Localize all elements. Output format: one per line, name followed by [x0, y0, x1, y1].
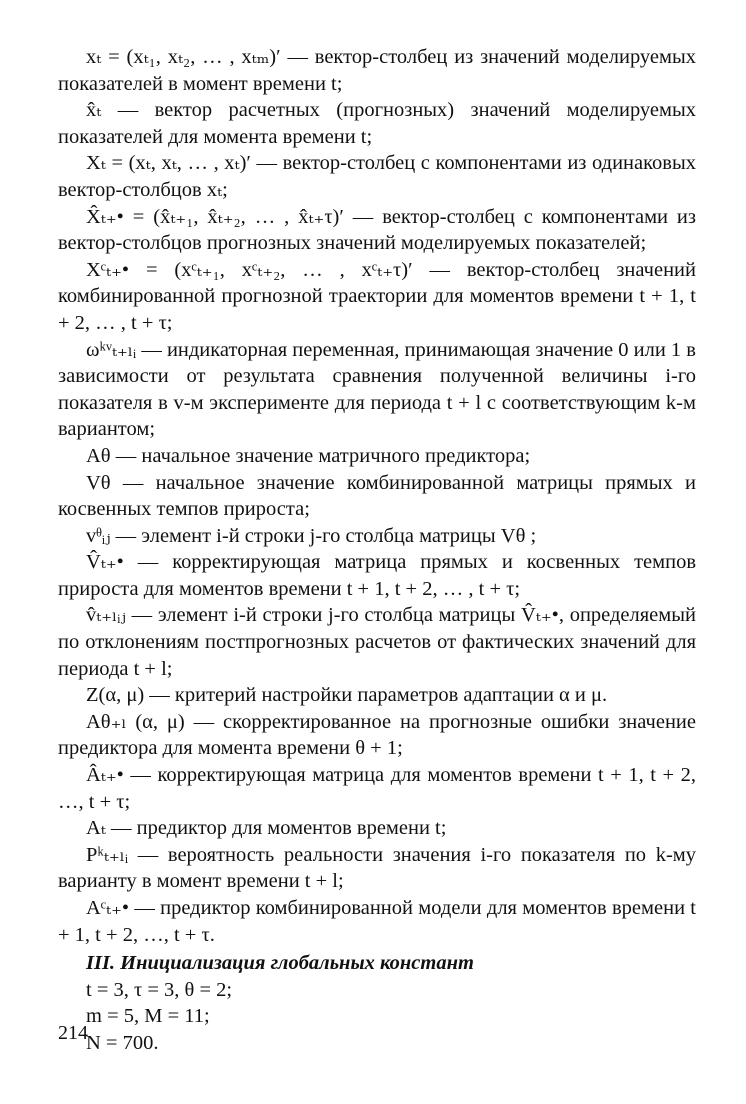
constants-line: t = 3, τ = 3, θ = 2; — [86, 978, 233, 1001]
definition-paragraph: V̂ₜ₊• — корректирующая матрица прямых и косвенных темпов прироста для моментов времени t + 1, t + 2, … , t + τ; — [58, 551, 696, 600]
definition-paragraph: Aθ₊ₗ (α, μ) — скорректированное на прогнозные ошибки значение предиктора для момента времени θ + 1; — [58, 710, 696, 760]
definition-paragraph: Âₜ₊• — корректирующая матрица для моментов времени t + 1, t + 2, …, t + τ; — [58, 764, 696, 813]
definition-paragraph: X̂ₜ₊• = (x̂ₜ₊₁, x̂ₜ₊₂, … , x̂ₜ₊τ)′ — вектор-столбец с компонентами из вектор-столбцов прогнозных значений моделируемых показателей; — [58, 205, 696, 255]
definition-paragraph: ωᵏᵛₜ₊ₗᵢ — индикаторная переменная, принимающая значение 0 или 1 в зависимости от результата сравнения полученной величины i-го показателя в v-м эксперименте для периода t + l с соответствующим k-м вариантом; — [58, 338, 696, 441]
section-heading: III. Инициализация глобальных констант — [86, 952, 474, 975]
definition-paragraph: Aₜ — предиктор для моментов времени t; — [86, 817, 447, 840]
definition-paragraph: Xₜ = (xₜ, xₜ, … , xₜ)′ — вектор-столбец с компонентами из одинаковых вектор-столбцов xₜ; — [58, 152, 696, 201]
constants-line: N = 700. — [86, 1031, 159, 1054]
definition-paragraph: x̂ₜ — вектор расчетных (прогнозных) значений моделируемых показателей для момента времени t; — [58, 99, 696, 148]
definition-paragraph: Z(α, μ) — критерий настройки параметров адаптации α и μ. — [86, 684, 608, 707]
definition-paragraph: v̂ₜ₊ₗᵢⱼ — элемент i-й строки j-го столбца матрицы V̂ₜ₊•, определяемый по отклонениям постпрогнозных расчетов от фактических значений для периода t + l; — [58, 604, 696, 680]
page-number: 214 — [58, 1022, 88, 1044]
definition-paragraph: Aθ — начальное значение матричного предиктора; — [86, 444, 531, 467]
definition-paragraph: Xᶜₜ₊• = (xᶜₜ₊₁, xᶜₜ₊₂, … , xᶜₜ₊τ)′ — вектор-столбец значений комбинированной прогнозной траектории для моментов времени t + 1, t + 2, … , t + τ; — [58, 258, 696, 334]
constants-line: m = 5, M = 11; — [86, 1005, 210, 1028]
text-body — [58, 44, 696, 1057]
definition-paragraph: Pᵏₜ₊ₗᵢ — вероятность реальности значения i-го показателя по k-му варианту в момент времени t + l; — [58, 843, 696, 893]
definition-paragraph: xₜ = (xₜ₁, xₜ₂, … , xₜₘ)′ — вектор-столбец из значений моделируемых показателей в момент времени t; — [58, 46, 696, 95]
definition-paragraph: vᶿᵢⱼ — элемент i-й строки j-го столбца матрицы Vθ ; — [86, 524, 537, 547]
definition-paragraph: Vθ — начальное значение комбинированной матрицы прямых и косвенных темпов прироста; — [58, 471, 696, 521]
definition-paragraph: Aᶜₜ₊• — предиктор комбинированной модели для моментов времени t + 1, t + 2, …, t + τ. — [58, 897, 696, 946]
